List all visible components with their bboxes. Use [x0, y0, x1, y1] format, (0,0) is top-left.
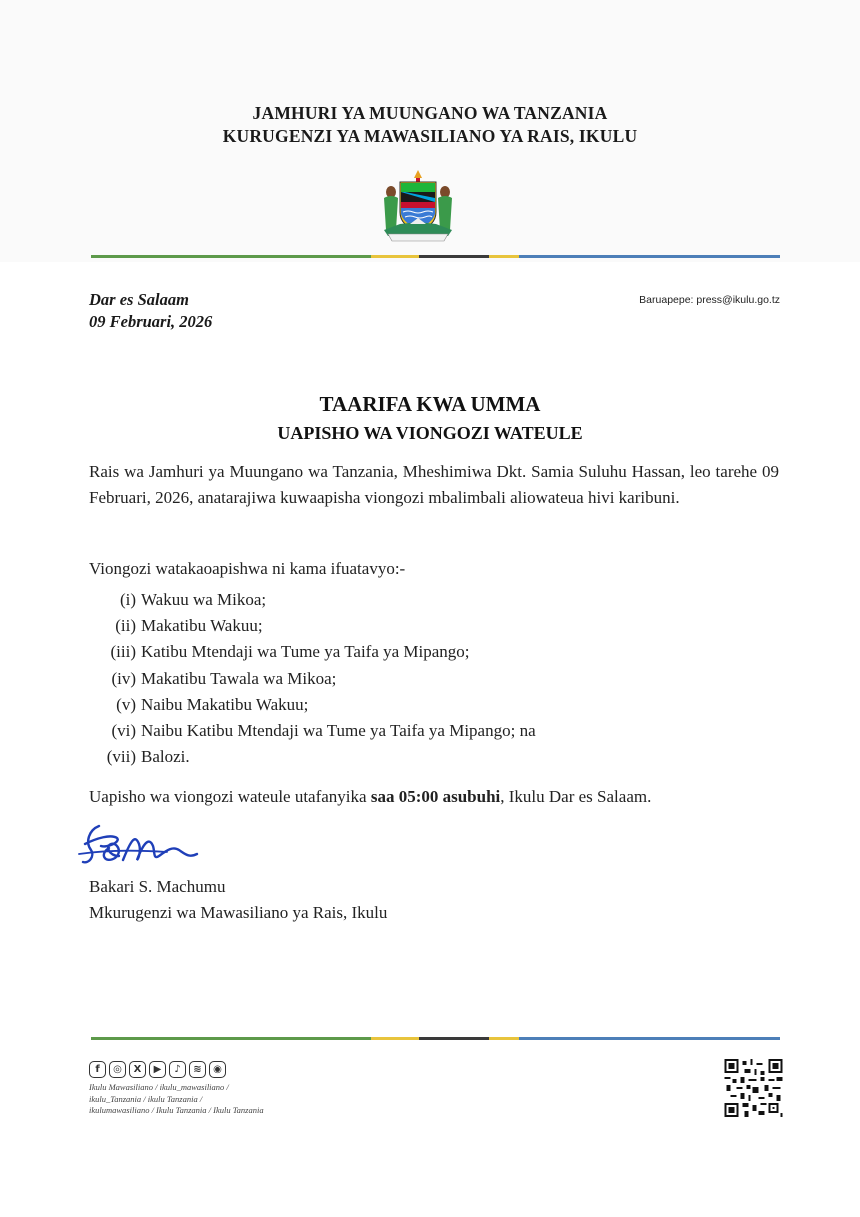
closing-paragraph: Uapisho wa viongozi wateule utafanyika saa 05:00 asubuhi, Ikulu Dar es Salaam. — [89, 787, 652, 806]
page-title: TAARIFA KWA UMMA — [319, 392, 541, 416]
list-item: (i) Wakuu wa Mikoa; — [119, 590, 267, 609]
page-subtitle: UAPISHO WA VIONGOZI WATEULE — [277, 423, 583, 443]
event-time: saa 05:00 asubuhi — [370, 787, 501, 806]
list-item: (vi) Naibu Katibu Mtendaji wa Tume ya Taifa ya Mipango; na — [111, 720, 536, 740]
social-icons — [89, 1061, 226, 1078]
signatory-name: Bakari S. Machumu — [89, 877, 226, 896]
x-icon[interactable]: X — [129, 1061, 146, 1078]
facebook-icon[interactable]: f — [89, 1061, 106, 1078]
intro-paragraph: Rais wa Jamhuri ya Muungano wa Tanzania, Mheshimiwa Dkt. Samia Suluhu Hassan, leo tarehe 09 Februari, 2026, anatarajiwa kuwaapisha viongozi mbalimbali aliowateua hivi karibuni. — [89, 462, 779, 507]
header-line-2: KURUGENZI YA MAWASILIANO YA RAIS, IKULU — [222, 126, 638, 146]
list-item: (iii) Katibu Mtendaji wa Tume ya Taifa ya Mipango; — [110, 642, 470, 662]
list-item: (v) Naibu Makatibu Wakuu; — [116, 694, 309, 714]
youtube-icon[interactable]: ▶ — [149, 1061, 166, 1078]
signature-icon — [77, 820, 227, 870]
date: 09 Februari, 2026 — [89, 312, 213, 331]
list-intro: Viongozi watakaoapishwa ni kama ifuatavyo:- — [89, 559, 406, 578]
email-address[interactable]: Baruapepe: press@ikulu.go.tz — [639, 294, 780, 306]
qr-code-icon[interactable] — [724, 1059, 783, 1117]
podcast-icon[interactable]: ◉ — [209, 1061, 226, 1078]
signatory-position: Mkurugenzi wa Mawasiliano ya Rais, Ikulu — [89, 903, 388, 922]
tiktok-icon[interactable]: ♪ — [169, 1061, 186, 1078]
footer-social-handles: Ikulu Mawasiliano / ikulu_mawasiliano / ikulu_Tanzania / ikulu Tanzania / ikulumawasiliano / Ikulu Tanzania / Ikulu Tanzania — [89, 1082, 264, 1115]
header-line-1: JAMHURI YA MUUNGANO WA TANZANIA — [252, 103, 608, 123]
list-item: (iv) Makatibu Tawala wa Mikoa; — [111, 668, 337, 688]
spotify-icon[interactable]: ≋ — [189, 1061, 206, 1078]
header-divider — [91, 255, 780, 258]
list-item: (ii) Makatibu Wakuu; — [115, 616, 263, 636]
footer-divider — [91, 1037, 780, 1040]
leaders-list — [89, 587, 536, 770]
place: Dar es Salaam — [89, 290, 189, 309]
list-item: (vii) Balozi. — [106, 747, 190, 767]
instagram-icon[interactable]: ◎ — [109, 1061, 126, 1078]
coat-of-arms-icon — [378, 168, 458, 242]
